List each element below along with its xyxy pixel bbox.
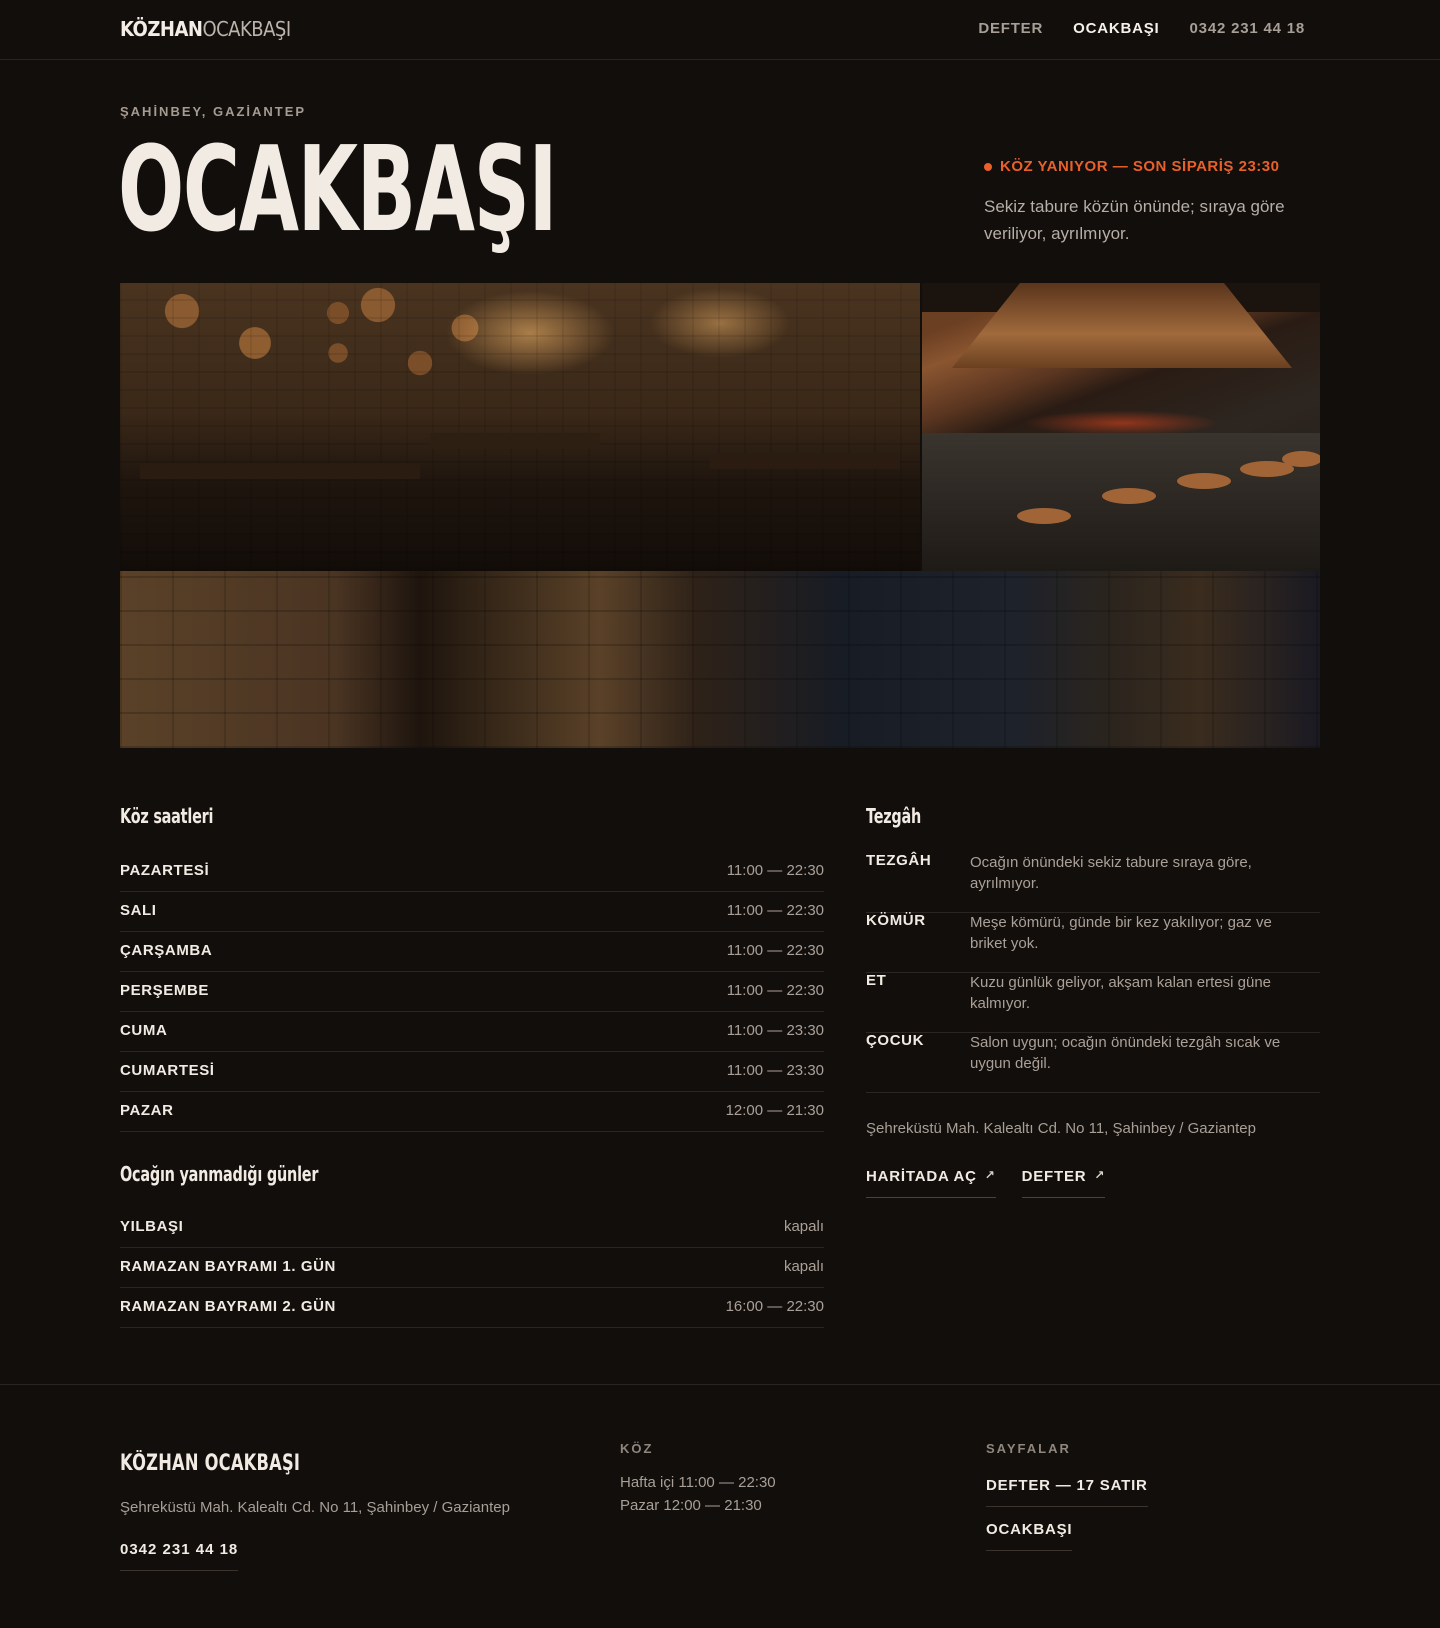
schedule-row [120,1288,824,1328]
arrow-up-right-icon: ↗ [1094,1168,1106,1182]
schedule-day: PAZAR [120,1102,174,1119]
counter-info-key: ET [866,972,887,989]
schedule-hours: kapalı [783,1218,824,1235]
brand-name-light: OCAKBAŞI [202,17,291,41]
status-text: KÖZ YANIYOR — SON SİPARİŞ 23:30 [1000,158,1280,175]
schedule-hours: 11:00 — 22:30 [726,902,824,919]
schedule-day: RAMAZAN BAYRAMI 1. GÜN [120,1258,336,1275]
schedule-row [120,1012,824,1052]
schedule-day: YILBAŞI [120,1218,184,1235]
footer-brand: KÖZHAN OCAKBAŞI [120,1451,301,1476]
schedule-row [120,932,824,972]
footer-hours-label: KÖZ [620,1441,654,1456]
grill-counter-photo [922,283,1320,571]
defter-label: DEFTER [1021,1168,1087,1185]
open-map-label: HARİTADA AÇ [866,1168,977,1185]
photo-gallery [120,283,1320,748]
counter-info-row [866,972,1320,1033]
street-alley-photo [120,571,1320,748]
footer-phone-link[interactable]: 0342 231 44 18 [120,1541,238,1571]
schedule-row [120,1208,824,1248]
top-navigation-bar [0,0,1440,60]
schedule-hours: 16:00 — 22:30 [725,1298,824,1315]
schedule-hours: 11:00 — 23:30 [726,1022,824,1039]
counter-info-value: Kuzu günlük geliyor, akşam kalan ertesi güne kalmıyor. [970,974,1272,1012]
counter-info-key: TEZGÂH [866,852,932,869]
nav-link-defter[interactable]: DEFTER [978,20,1044,37]
footer-link-ocakbasi[interactable]: OCAKBAŞI [986,1521,1072,1551]
schedule-day: RAMAZAN BAYRAMI 2. GÜN [120,1298,336,1315]
counter-info-key: KÖMÜR [866,912,926,929]
counter-info-row [866,852,1320,913]
counter-info-value: Ocağın önündeki sekiz tabure sıraya göre, ayrılmıyor. [970,854,1252,892]
arrow-up-right-icon: ↗ [984,1168,996,1182]
counter-heading: Tezgâh [866,804,922,828]
schedule-day: PERŞEMBE [120,982,209,999]
hours-heading: Köz saatleri [120,804,214,828]
schedule-day: ÇARŞAMBA [120,942,213,959]
status-badge [984,158,1279,175]
counter-info-row [866,1032,1320,1093]
action-links [866,1168,1105,1198]
footer-hours [620,1471,776,1517]
counter-info-value: Salon uygun; ocağın önündeki tezgâh sıcak ve uygun değil. [970,1034,1281,1072]
counter-info-row [866,912,1320,973]
schedule-hours: 11:00 — 22:30 [726,862,824,879]
page-title: OCAKBAŞI [118,120,557,258]
closed-days-heading: Ocağın yanmadığı günler [120,1162,319,1186]
nav-phone-link[interactable]: 0342 231 44 18 [1189,20,1305,37]
footer-hours-sunday: Pazar 12:00 — 21:30 [620,1497,762,1514]
schedule-hours: 12:00 — 21:30 [725,1102,824,1119]
schedule-day: PAZARTESİ [120,862,210,879]
schedule-hours: 11:00 — 23:30 [726,1062,824,1079]
footer-link-defter[interactable]: DEFTER — 17 SATIR [986,1477,1148,1507]
schedule-hours: 11:00 — 22:30 [726,982,824,999]
brand-logo[interactable] [120,17,291,41]
footer-hours-weekday: Hafta içi 11:00 — 22:30 [620,1474,776,1491]
schedule-row [120,1052,824,1092]
schedule-day: CUMA [120,1022,168,1039]
hero-description: Sekiz tabure közün önünde; sıraya göre veriliyor, ayrılmıyor. [984,197,1285,243]
schedule-row [120,892,824,932]
schedule-day: CUMARTESİ [120,1062,215,1079]
footer-pages-label: SAYFALAR [986,1441,1071,1456]
live-dot-icon [984,163,992,171]
schedule-row [120,852,824,892]
dining-room-photo [120,283,920,571]
schedule-hours: kapalı [783,1258,824,1275]
counter-info-key: ÇOCUK [866,1032,924,1049]
site-footer [0,1384,1440,1628]
nav-link-ocakbasi[interactable]: OCAKBAŞI [1073,20,1160,37]
counter-info-value: Meşe kömürü, günde bir kez yakılıyor; gaz ve briket yok. [970,914,1272,952]
defter-link[interactable] [1022,1168,1106,1198]
schedule-row [120,972,824,1012]
schedule-hours: 11:00 — 22:30 [726,942,824,959]
footer-address: Şehreküstü Mah. Kalealtı Cd. No 11, Şahinbey / Gaziantep [120,1499,510,1516]
schedule-day: SALI [120,902,157,919]
main-nav [978,20,1305,37]
schedule-row [120,1248,824,1288]
open-map-link[interactable] [866,1168,996,1198]
location-kicker: ŞAHİNBEY, GAZİANTEP [120,104,307,119]
address-text: Şehreküstü Mah. Kalealtı Cd. No 11, Şahinbey / Gaziantep [866,1120,1256,1137]
brand-name-bold: KÖZHAN [120,17,203,41]
schedule-row [120,1092,824,1132]
